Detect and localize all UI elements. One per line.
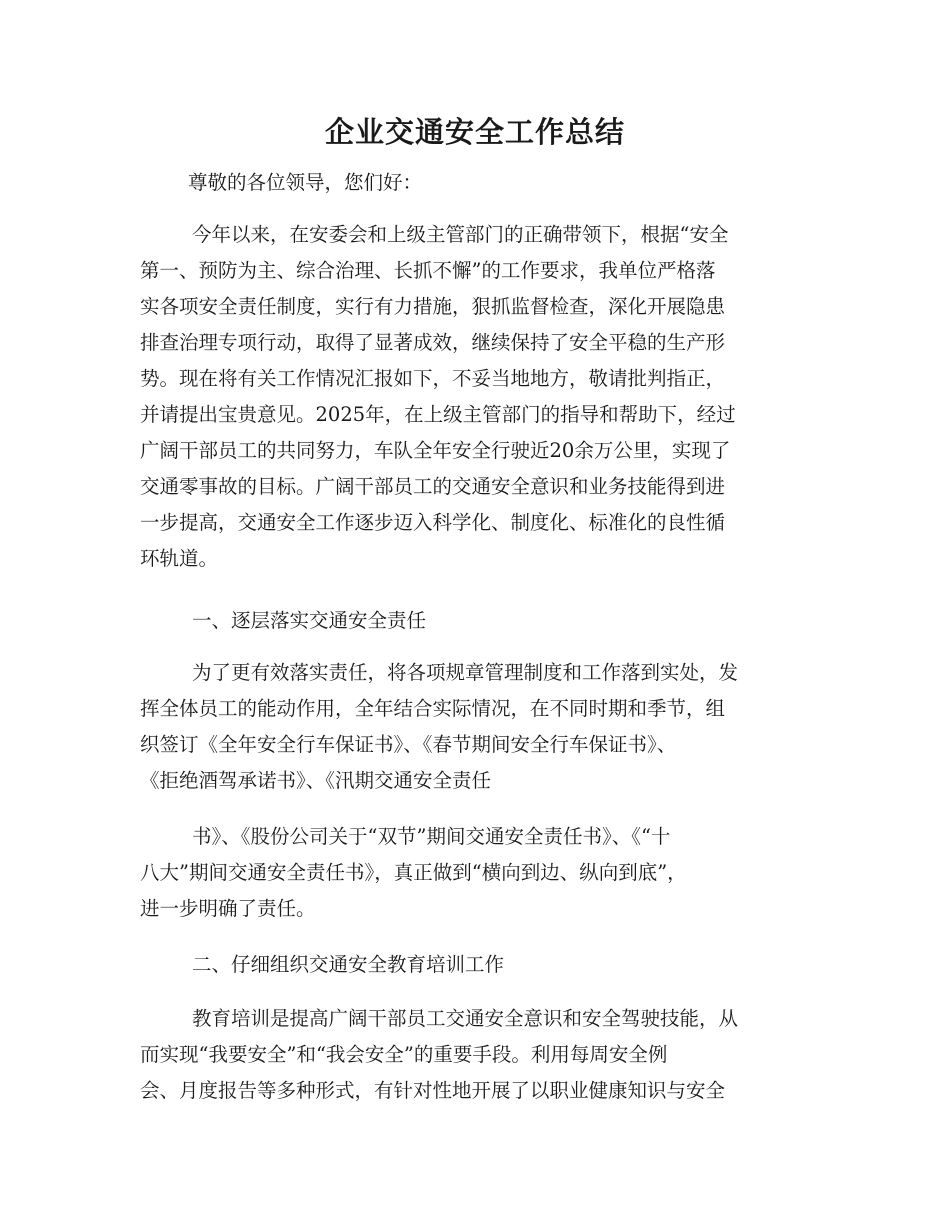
section1-line: 为了更有效落实责任，将各项规章管理制度和工作落到实处，发 — [192, 661, 739, 684]
section2-line: 会、月度报告等多种形式，有针对性地开展了以职业健康知识与安全 — [140, 1079, 726, 1102]
section2-line: 而实现“我要安全”和“我会安全”的重要手段。利用每周安全例 — [140, 1043, 668, 1066]
section-heading: 二、仔细组织交通安全教育培训工作 — [192, 953, 505, 976]
section1-line: 挥全体员工的能动作用，全年结合实际情况，在不同时期和季节，组 — [140, 697, 726, 720]
section1-line: 织签订《全年安全行车保证书》、《春节期间安全行车保证书》、 — [140, 733, 677, 756]
section2-line: 教育培训是提高广阔干部员工交通安全意识和安全驾驶技能，从 — [192, 1007, 739, 1030]
document-title: 企业交通安全工作总结 — [324, 115, 625, 149]
intro-line: 并请提出宝贵意见。2025年，在上级主管部门的指导和帮助下，经过 — [140, 403, 736, 426]
section1-line: 进一步明确了责任。 — [140, 897, 316, 920]
intro-line: 今年以来，在安委会和上级主管部门的正确带领下，根据“安全 — [192, 223, 729, 246]
intro-line: 一步提高，交通安全工作逐步迈入科学化、制度化、标准化的良性循 — [140, 511, 726, 534]
intro-line: 实各项安全责任制度，实行有力措施，狠抓监督检查，深化开展隐患 — [140, 295, 726, 318]
intro-line: 交通零事故的目标。广阔干部员工的交通安全意识和业务技能得到进 — [140, 475, 726, 498]
intro-line: 环轨道。 — [140, 547, 219, 570]
intro-line: 势。现在将有关工作情况汇报如下，不妥当地地方，敬请批判指正， — [140, 367, 726, 390]
intro-line: 广阔干部员工的共同努力，车队全年安全行驶近20余万公里，实现了 — [140, 439, 731, 462]
section-heading: 一、逐层落实交通安全责任 — [192, 609, 427, 632]
intro-line: 排查治理专项行动，取得了显著成效，继续保持了安全平稳的生产形 — [140, 331, 726, 354]
salutation: 尊敬的各位领导，您们好： — [188, 171, 423, 194]
section1-line: 书》、《股份公司关于“双节”期间交通安全责任书》、《“十 — [192, 825, 671, 848]
intro-line: 第一、预防为主、综合治理、长抓不懈”的工作要求，我单位严格落 — [140, 259, 716, 282]
section1-line: 《拒绝酒驾承诺书》、《汛期交通安全责任 — [140, 769, 492, 792]
section1-line: 八大”期间交通安全责任书》，真正做到“横向到边、纵向到底”， — [140, 861, 687, 884]
